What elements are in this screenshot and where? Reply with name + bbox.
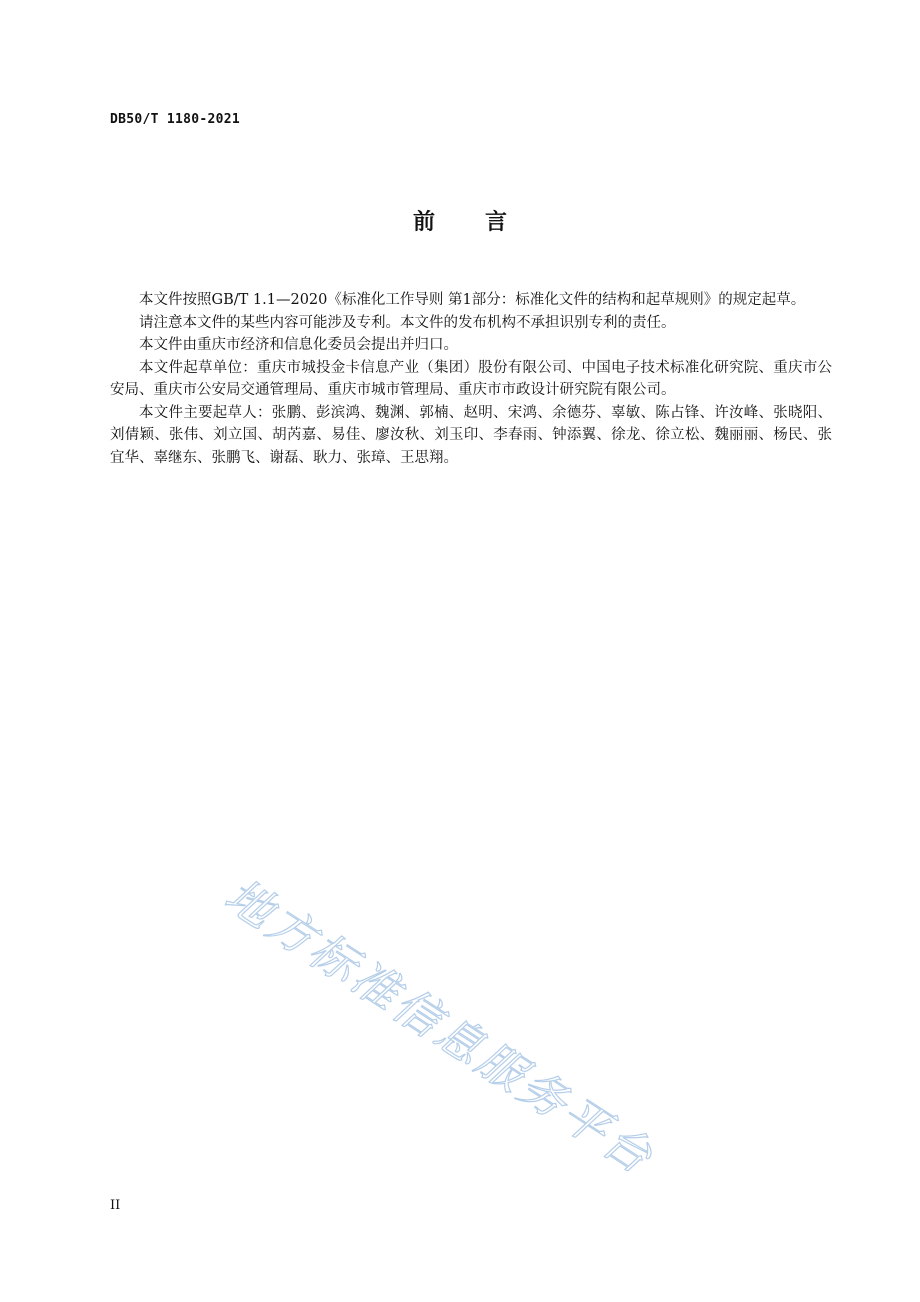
paragraph-standard-basis: 本文件按照GB/T 1.1—2020《标准化工作导则 第1部分：标准化文件的结构和起草规则》的规定起草。 [139, 292, 806, 308]
document-code: DB50/T 1180-2021 [110, 112, 241, 127]
paragraph-proposer: 本文件由重庆市经济和信息化委员会提出并归口。 [139, 337, 458, 353]
paragraph-patent-notice: 请注意本文件的某些内容可能涉及专利。本文件的发布机构不承担识别专利的责任。 [139, 314, 676, 331]
foreword-body [110, 289, 832, 469]
page-title: 前言 [412, 210, 557, 235]
paragraph-drafting-units: 本文件起草单位：重庆市城投金卡信息产业（集团）股份有限公司、中国电子技术标准化研究院、重庆市公安局、重庆市公安局交通管理局、重庆市城市管理局、重庆市市政设计研究院有限公司。 [110, 359, 832, 398]
paragraph-drafters: 本文件主要起草人：张鹏、彭滨鸿、魏渊、郭楠、赵明、宋鸿、余德芬、辜敏、陈占锋、许汝峰、张晓阳、刘倩颖、张伟、刘立国、胡芮嘉、易佳、廖汝秋、刘玉印、李春雨、钟添翼、徐龙、徐立松、魏丽丽、杨民、张宜华、辜继东、张鹏飞、谢磊、耿力、张璋、王思翔。 [110, 404, 832, 466]
page-number: II [110, 1198, 121, 1213]
watermark-text: 地方标准信息服务平台 [215, 867, 665, 1186]
